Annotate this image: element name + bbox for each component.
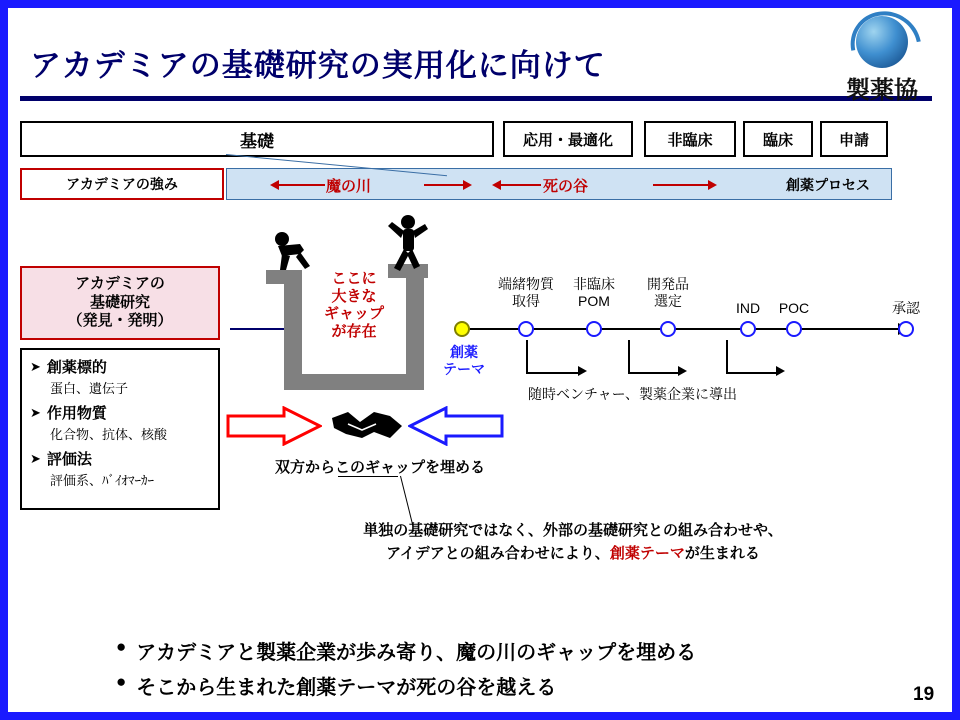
shi-no-tani-arrow-right (653, 184, 713, 186)
gap-label-line4: が存在 (331, 323, 377, 341)
label-ma-no-kawa: 魔の川 (326, 178, 372, 195)
timeline-label-1-l2: POM (578, 292, 610, 309)
bridge-caption: 双方からこのギャップを埋める (274, 459, 485, 476)
list-item-head: 評価法 (46, 451, 92, 468)
timeline-label-3: IND (735, 300, 761, 316)
list-item (30, 448, 212, 469)
shi-no-tani-arrowhead-left (492, 180, 501, 190)
timeline-bracket-3 (726, 340, 778, 374)
gap-label (308, 270, 400, 341)
label-drug-discovery-process: 創薬プロセス (786, 177, 870, 193)
bullet-dot-icon: ● (116, 637, 127, 656)
academia-strength-box: アカデミアの強み (20, 168, 224, 200)
academia-line3: （発見・発明） (67, 312, 173, 330)
page-number: 19 (913, 684, 935, 705)
timeline-label-4: POC (778, 300, 810, 316)
explanation-text (263, 520, 883, 565)
timeline-seed-label (438, 344, 490, 378)
timeline-node-1 (586, 321, 602, 337)
explanation-line2-pre: アイデアとの組み合わせにより、 (386, 544, 610, 562)
summary-bullet-1 (116, 671, 916, 700)
timeline-node-3 (740, 321, 756, 337)
stick-figure-crouching-icon (270, 230, 318, 274)
page-title: アカデミアの基礎研究の実用化に向けて (30, 48, 606, 83)
timeline-label-0-l2: 取得 (512, 292, 540, 309)
timeline-bracket-1 (526, 340, 580, 374)
academia-line1: アカデミアの (75, 274, 165, 292)
bridge-caption-underline (338, 476, 398, 477)
summary-bullet-1-text: そこから生まれた創薬テーマが死の谷を越える (136, 677, 557, 699)
timeline-node-seed (454, 321, 470, 337)
handshake-icon (328, 404, 406, 448)
explanation-line2-post: が生まれる (684, 544, 760, 562)
summary-bullets (116, 636, 916, 706)
summary-bullet-0 (116, 636, 916, 665)
academia-research-box (20, 266, 220, 340)
ma-no-kawa-arrowhead-right (463, 180, 472, 190)
process-box-ouyou: 応用・最適化 (503, 121, 633, 157)
timeline-node-5 (898, 321, 914, 337)
explanation-line1: 単独の基礎研究ではなく、外部の基礎研究との組み合わせや、 (363, 522, 783, 539)
timeline-label-1 (554, 276, 634, 310)
timeline-bracket-2-arrowhead (678, 366, 687, 376)
ma-no-kawa-arrow-right (424, 184, 468, 186)
chevron-right-icon: ➤ (30, 358, 41, 374)
gap-wall-left (284, 270, 302, 390)
academia-line2: 基礎研究 (89, 293, 150, 311)
list-item (30, 356, 212, 377)
timeline-note: 随時ベンチャー、製薬企業に導出 (528, 386, 738, 402)
list-item-sub: 蛋白、遺伝子 (50, 381, 129, 396)
timeline-seed-label-l2: テーマ (443, 360, 485, 377)
timeline-label-2-l2: 選定 (654, 292, 682, 309)
gap-label-line3: ギャップ (323, 305, 384, 323)
chevron-right-icon: ➤ (30, 404, 41, 420)
timeline-node-0 (518, 321, 534, 337)
shi-no-tani-arrow-left (495, 184, 541, 186)
timeline-bracket-3-arrowhead (776, 366, 785, 376)
list-item-sub: 評価系、ﾊﾞｲｵﾏｰｶｰ (50, 473, 155, 488)
stick-figure-walking-icon (386, 214, 432, 272)
timeline-label-2 (628, 276, 708, 310)
process-box-hirinsho: 非臨床 (644, 121, 736, 157)
list-item-sub: 化合物、抗体、核酸 (50, 427, 168, 442)
label-shi-no-tani: 死の谷 (543, 178, 589, 195)
logo-ball-icon (856, 16, 908, 68)
list-item-head: 創薬標的 (46, 359, 107, 376)
timeline-label-0-l1: 端緒物質 (498, 276, 554, 292)
explanation-line2 (263, 543, 883, 566)
slide-canvas (8, 8, 952, 712)
explanation-highlight: 創薬テーマ (609, 544, 685, 562)
timeline-bracket-2 (628, 340, 680, 374)
red-arrow-right-icon (226, 406, 322, 446)
gap-floor (284, 374, 424, 390)
process-box-rinsho: 臨床 (743, 121, 813, 157)
list-item (30, 402, 212, 423)
process-box-kiso: 基礎 (20, 121, 494, 157)
chevron-right-icon: ➤ (30, 450, 41, 466)
timeline-node-2 (660, 321, 676, 337)
ma-no-kawa-arrow-left (273, 184, 325, 186)
summary-bullet-0-text: アカデミアと製薬企業が歩み寄り、魔の川のギャップを埋める (136, 642, 697, 664)
process-box-shinsei: 申請 (820, 121, 888, 157)
shi-no-tani-arrowhead-right (708, 180, 717, 190)
blue-arrow-left-icon (408, 406, 504, 446)
title-divider (20, 96, 932, 101)
academia-to-gap-arrow (230, 328, 290, 330)
timeline-node-4 (786, 321, 802, 337)
list-item-head: 作用物質 (46, 405, 107, 422)
logo-text: 製薬協 (846, 77, 918, 104)
ma-no-kawa-arrowhead-left (270, 180, 279, 190)
timeline-label-1-l1: 非臨床 (573, 276, 615, 292)
timeline-label-5: 承認 (892, 300, 920, 316)
academia-asset-list (20, 348, 220, 510)
leader-line (400, 476, 414, 527)
timeline-bracket-1-arrowhead (578, 366, 587, 376)
bullet-dot-icon: ● (116, 672, 127, 691)
timeline-label-2-l1: 開発品 (647, 276, 689, 292)
timeline-seed-label-l1: 創薬 (450, 344, 478, 360)
gap-label-line1: ここに (331, 270, 377, 287)
gap-label-line2: 大きな (331, 287, 377, 305)
gap-wall-right (406, 270, 424, 390)
